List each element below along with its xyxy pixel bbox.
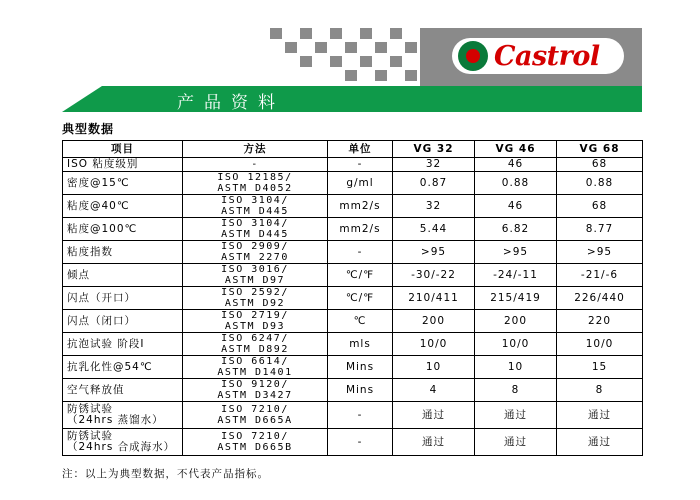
cell-item: 粘度@100℃: [63, 218, 183, 241]
column-header: VG 68: [557, 141, 643, 158]
cell-vg68: 15: [557, 356, 643, 379]
cell-item: 抗泡试验 阶段I: [63, 333, 183, 356]
cell-vg46: 46: [475, 195, 557, 218]
cell-vg68: 通过: [557, 402, 643, 429]
cell-item: 密度@15℃: [63, 172, 183, 195]
table-row: [63, 429, 643, 456]
cell-vg32: 通过: [393, 429, 475, 456]
table-row: [63, 158, 643, 172]
cell-method: ISO 2719/ ASTM D93: [183, 310, 328, 333]
cell-method: ISO 12185/ ASTM D4052: [183, 172, 328, 195]
cell-unit: mls: [328, 333, 393, 356]
cell-item: 倾点: [63, 264, 183, 287]
cell-unit: mm2/s: [328, 195, 393, 218]
table-header-row: [63, 141, 643, 158]
cell-unit: -: [328, 241, 393, 264]
cell-vg32: 0.87: [393, 172, 475, 195]
cell-vg68: 8: [557, 379, 643, 402]
table-row: [63, 218, 643, 241]
cell-unit: -: [328, 158, 393, 172]
cell-vg68: >95: [557, 241, 643, 264]
cell-unit: -: [328, 429, 393, 456]
castrol-logo: [452, 38, 624, 74]
checker-square: [405, 42, 417, 53]
cell-vg46: 200: [475, 310, 557, 333]
table-row: [63, 172, 643, 195]
column-header: VG 32: [393, 141, 475, 158]
cell-unit: mm2/s: [328, 218, 393, 241]
cell-method: -: [183, 158, 328, 172]
cell-method: ISO 3104/ ASTM D445: [183, 195, 328, 218]
cell-unit: Mins: [328, 379, 393, 402]
cell-vg46: 46: [475, 158, 557, 172]
footnote: 注：以上为典型数据，不代表产品指标。: [62, 468, 269, 480]
cell-method: ISO 2592/ ASTM D92: [183, 287, 328, 310]
cell-vg46: 8: [475, 379, 557, 402]
cell-vg32: -30/-22: [393, 264, 475, 287]
cell-unit: g/ml: [328, 172, 393, 195]
cell-vg46: 215/419: [475, 287, 557, 310]
table-row: [63, 195, 643, 218]
logo-text: Castrol: [494, 40, 600, 72]
cell-item: 防锈试验 （24hrs 合成海水）: [63, 429, 183, 456]
checker-square: [360, 28, 372, 39]
checker-square: [270, 28, 282, 39]
checker-square: [285, 42, 297, 53]
section-title: 典型数据: [62, 122, 115, 136]
column-header: 单位: [328, 141, 393, 158]
checker-square: [330, 56, 342, 67]
checker-square: [360, 56, 372, 67]
cell-vg32: 32: [393, 195, 475, 218]
table-body: [63, 158, 643, 456]
page-title: 产品资料: [177, 93, 285, 113]
cell-vg32: 4: [393, 379, 475, 402]
checker-square: [390, 56, 402, 67]
cell-item: 防锈试验 （24hrs 蒸馏水）: [63, 402, 183, 429]
column-header: 方法: [183, 141, 328, 158]
checker-square: [330, 28, 342, 39]
cell-vg32: 210/411: [393, 287, 475, 310]
cell-vg46: 10: [475, 356, 557, 379]
cell-unit: ℃: [328, 310, 393, 333]
cell-vg68: 68: [557, 195, 643, 218]
cell-method: ISO 7210/ ASTM D665B: [183, 429, 328, 456]
checker-square: [345, 42, 357, 53]
cell-item: 空气释放值: [63, 379, 183, 402]
checker-square: [300, 56, 312, 67]
cell-vg46: 0.88: [475, 172, 557, 195]
cell-method: ISO 7210/ ASTM D665A: [183, 402, 328, 429]
table-row: [63, 241, 643, 264]
cell-method: ISO 9120/ ASTM D3427: [183, 379, 328, 402]
cell-vg68: 68: [557, 158, 643, 172]
cell-vg68: 226/440: [557, 287, 643, 310]
cell-vg32: 5.44: [393, 218, 475, 241]
cell-item: 粘度@40℃: [63, 195, 183, 218]
column-header: VG 46: [475, 141, 557, 158]
cell-vg46: -24/-11: [475, 264, 557, 287]
cell-vg68: 0.88: [557, 172, 643, 195]
table-row: [63, 402, 643, 429]
cell-vg32: 10: [393, 356, 475, 379]
cell-vg68: 8.77: [557, 218, 643, 241]
cell-vg32: 10/0: [393, 333, 475, 356]
cell-method: ISO 6614/ ASTM D1401: [183, 356, 328, 379]
cell-method: ISO 3016/ ASTM D97: [183, 264, 328, 287]
table-row: [63, 264, 643, 287]
cell-vg68: 通过: [557, 429, 643, 456]
typical-data-table: [62, 140, 643, 456]
checker-square: [315, 42, 327, 53]
checker-square: [375, 70, 387, 81]
cell-method: ISO 3104/ ASTM D445: [183, 218, 328, 241]
cell-vg46: 通过: [475, 429, 557, 456]
cell-vg46: >95: [475, 241, 557, 264]
cell-unit: Mins: [328, 356, 393, 379]
cell-vg68: 10/0: [557, 333, 643, 356]
cell-vg32: 通过: [393, 402, 475, 429]
cell-method: ISO 6247/ ASTM D892: [183, 333, 328, 356]
castrol-emblem-icon: [458, 41, 488, 71]
cell-item: ISO 粘度级别: [63, 158, 183, 172]
cell-unit: ℃/℉: [328, 264, 393, 287]
checker-square: [375, 42, 387, 53]
cell-unit: -: [328, 402, 393, 429]
cell-unit: ℃/℉: [328, 287, 393, 310]
cell-item: 抗乳化性@54℃: [63, 356, 183, 379]
checker-square: [390, 28, 402, 39]
checker-square: [300, 28, 312, 39]
table-row: [63, 379, 643, 402]
title-bar: [62, 86, 642, 112]
cell-vg68: 220: [557, 310, 643, 333]
table-row: [63, 310, 643, 333]
cell-vg46: 6.82: [475, 218, 557, 241]
title-bar-notch: [62, 86, 102, 112]
cell-vg46: 10/0: [475, 333, 557, 356]
checker-square: [405, 70, 417, 81]
cell-item: 闪点（开口）: [63, 287, 183, 310]
cell-vg32: 200: [393, 310, 475, 333]
cell-item: 粘度指数: [63, 241, 183, 264]
cell-vg68: -21/-6: [557, 264, 643, 287]
cell-vg46: 通过: [475, 402, 557, 429]
cell-vg32: 32: [393, 158, 475, 172]
table-row: [63, 287, 643, 310]
cell-item: 闪点（闭口）: [63, 310, 183, 333]
checker-square: [345, 70, 357, 81]
table-row: [63, 333, 643, 356]
cell-method: ISO 2909/ ASTM 2270: [183, 241, 328, 264]
table-row: [63, 356, 643, 379]
cell-vg32: >95: [393, 241, 475, 264]
column-header: 项目: [63, 141, 183, 158]
